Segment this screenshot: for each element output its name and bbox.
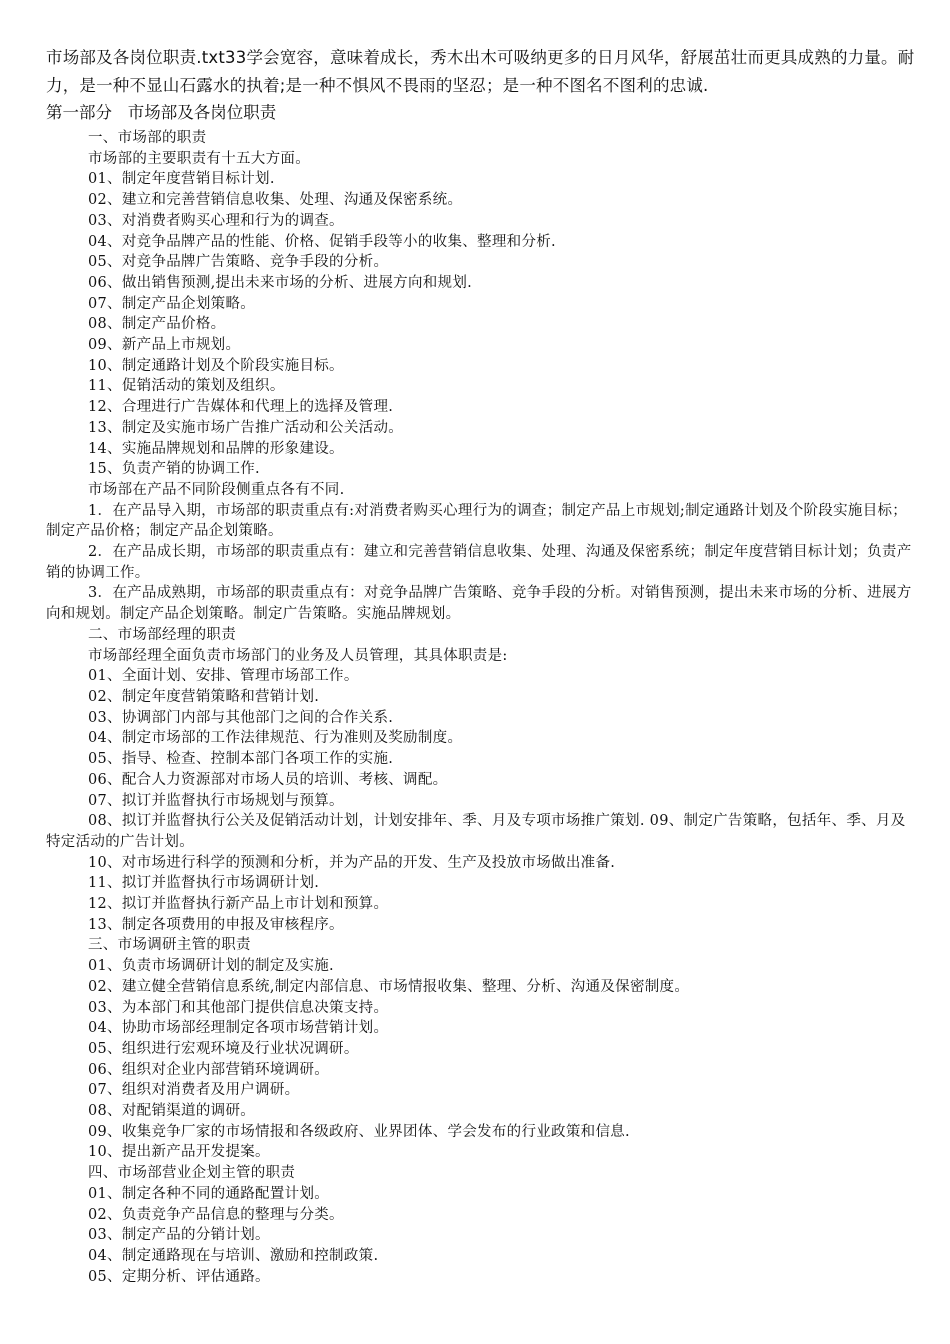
text-line: 13、制定各项费用的申报及审核程序。	[88, 916, 344, 933]
text-line: 3．在产品成熟期，市场部的职责重点有：对竞争品牌广告策略、竞争手段的分析。对销售预测，提出未来市场的分析、进展方向和规划。制定产品企划策略。制定广告策略。实施品牌规划。	[46, 585, 912, 623]
text-line: 05、组织进行宏观环境及行业状况调研。	[88, 1040, 359, 1057]
text-line: 03、制定产品的分销计划。	[88, 1227, 270, 1244]
text-line: 四、市场部营业企划主管的职责	[88, 1165, 296, 1182]
intro-paragraph: 市场部及各岗位职责.txt33学会宽容，意味着成长，秀木出木可吸纳更多的日月风华，舒展茁壮而更具成熟的力量。耐力，是一种不显山石露水的执着;是一种不惧风不畏雨的坚忍；是一种不图名不图利的忠诚.	[46, 48, 915, 95]
text-line: 15、负责产销的协调工作.	[88, 461, 260, 478]
text-line: 12、合理进行广告媒体和代理上的选择及管理.	[88, 399, 394, 416]
text-line: 05、定期分析、评估通路。	[88, 1268, 270, 1285]
text-line: 02、制定年度营销策略和营销计划.	[88, 688, 320, 705]
text-line: 市场部的主要职责有十五大方面。	[88, 150, 310, 167]
text-line: 08、制定产品价格。	[88, 316, 226, 333]
text-line: 12、拟订并监督执行新产品上市计划和预算。	[88, 896, 389, 913]
text-line: 10、提出新产品开发提案。	[88, 1144, 270, 1161]
text-line: 10、对市场进行科学的预测和分析，并为产品的开发、生产及投放市场做出准备.	[88, 854, 616, 871]
text-line: 01、负责市场调研计划的制定及实施.	[88, 958, 334, 975]
text-line: 11、促销活动的策划及组织。	[88, 378, 285, 395]
text-line: 2．在产品成长期，市场部的职责重点有：建立和完善营销信息收集、处理、沟通及保密系统；制定年度营销目标计划；负责产销的协调工作。	[46, 544, 912, 581]
text-line: 04、制定通路现在与培训、激励和控制政策.	[88, 1247, 379, 1264]
text-line: 07、拟订并监督执行市场规划与预算。	[88, 792, 344, 809]
text-line: 10、制定通路计划及个阶段实施目标。	[88, 357, 344, 374]
document-page	[46, 44, 916, 1287]
text-line: 08、对配销渠道的调研。	[88, 1103, 256, 1120]
text-line: 13、制定及实施市场广告推广活动和公关活动。	[88, 419, 404, 436]
text-line: 市场部在产品不同阶段侧重点各有不同.	[88, 481, 345, 498]
text-line: 11、拟订并监督执行市场调研计划.	[88, 875, 320, 892]
text-line: 市场部经理全面负责市场部门的业务及人员管理，其具体职责是:	[88, 647, 508, 664]
text-line: 01、制定各种不同的通路配置计划。	[88, 1185, 330, 1202]
text-line: 07、组织对消费者及用户调研。	[88, 1082, 300, 1099]
text-line: 06、组织对企业内部营销环境调研。	[88, 1061, 330, 1078]
text-line: 02、建立健全营销信息系统,制定内部信息、市场情报收集、整理、分析、沟通及保密制度。	[88, 978, 690, 995]
text-line: 04、对竞争品牌产品的性能、价格、促销手段等小的收集、整理和分析.	[88, 233, 556, 250]
text-line: 03、对消费者购买心理和行为的调查。	[88, 212, 344, 229]
body-text	[46, 128, 916, 1287]
text-line: 09、收集竞争厂家的市场情报和各级政府、业界团体、学会发布的行业政策和信息.	[88, 1123, 630, 1140]
text-line: 三、市场调研主管的职责	[88, 937, 251, 954]
text-line: 05、指导、检查、控制本部门各项工作的实施.	[88, 751, 394, 768]
text-line: 08、拟订并监督执行公关及促销活动计划，计划安排年、季、月及专项市场推广策划. 09、制定广告策略，包括年、季、月及特定活动的广告计划。	[46, 813, 906, 850]
text-line: 02、负责竞争产品信息的整理与分类。	[88, 1206, 344, 1223]
text-line: 03、为本部门和其他部门提供信息决策支持。	[88, 999, 389, 1016]
text-line: 04、制定市场部的工作法律规范、行为准则及奖励制度。	[88, 730, 463, 747]
text-line: 一、市场部的职责	[88, 130, 207, 146]
text-line: 14、实施品牌规划和品牌的形象建设。	[88, 440, 344, 457]
text-line: 二、市场部经理的职责	[88, 626, 236, 643]
text-line: 03、协调部门内部与其他部门之间的合作关系.	[88, 709, 394, 726]
text-line: 06、做出销售预测,提出未来市场的分析、进展方向和规划.	[88, 274, 473, 291]
text-line: 09、新产品上市规划。	[88, 337, 241, 354]
text-line: 01、制定年度营销目标计划.	[88, 171, 275, 188]
part-title: 第一部分 市场部及各岗位职责	[46, 103, 277, 122]
text-line: 07、制定产品企划策略。	[88, 295, 256, 312]
text-line: 1．在产品导入期，市场部的职责重点有:对消费者购买心理行为的调查；制定产品上市规划;制定通路计划及个阶段实施目标；制定产品价格；制定产品企划策略。	[46, 502, 908, 540]
text-line: 01、全面计划、安排、管理市场部工作。	[88, 668, 359, 685]
text-line: 04、协助市场部经理制定各项市场营销计划。	[88, 1020, 389, 1037]
text-line: 05、对竞争品牌广告策略、竞争手段的分析。	[88, 254, 389, 271]
text-line: 02、建立和完善营销信息收集、处理、沟通及保密系统。	[88, 192, 463, 209]
text-line: 06、配合人力资源部对市场人员的培训、考核、调配。	[88, 771, 448, 788]
